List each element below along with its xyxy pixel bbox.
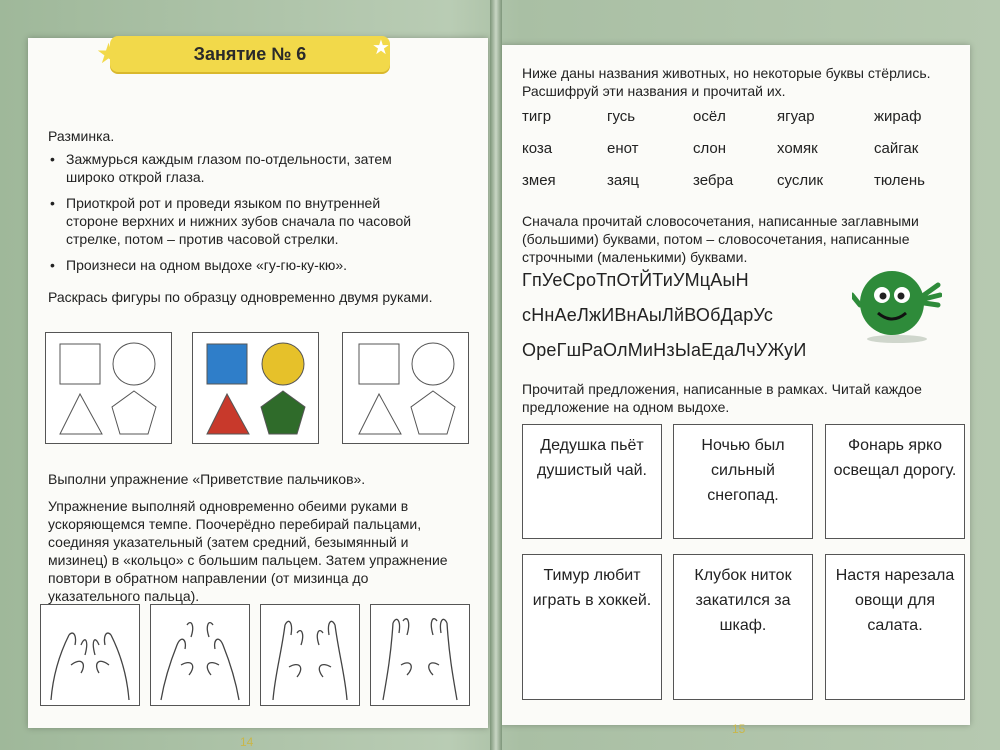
animal-word: хомяк bbox=[777, 140, 818, 157]
hand-illustration bbox=[260, 604, 360, 706]
animal-word: змея bbox=[522, 172, 556, 189]
animal-word: заяц bbox=[607, 172, 639, 189]
sentence-box: Тимур любит играть в хоккей. bbox=[522, 554, 662, 700]
animal-word: жираф bbox=[874, 108, 922, 125]
square-filled bbox=[207, 344, 247, 384]
animal-word: тигр bbox=[522, 108, 552, 125]
hand-illustration bbox=[370, 604, 470, 706]
warmup-title: Разминка. bbox=[48, 128, 115, 144]
outline-shapes bbox=[343, 333, 468, 443]
animal-word: гусь bbox=[607, 108, 636, 125]
shape-box-outline bbox=[45, 332, 172, 444]
page-number-left: 14 bbox=[240, 735, 254, 749]
hands-icon bbox=[151, 605, 249, 705]
hand-illustration bbox=[40, 604, 140, 706]
smiley-ball-icon bbox=[852, 265, 942, 345]
page-number-right: 15 bbox=[732, 722, 746, 736]
sentence-box: Клубок ниток закатился за шкаф. bbox=[673, 554, 813, 700]
warmup-item: • Произнеси на одном выдохе «гу-гю-ку-кю». bbox=[48, 256, 428, 274]
square-outline bbox=[60, 344, 100, 384]
shape-box-sample bbox=[192, 332, 319, 444]
hands-icon bbox=[261, 605, 359, 705]
hand-illustration bbox=[150, 604, 250, 706]
animal-word: слон bbox=[693, 140, 727, 157]
exercise-text: Упражнение выполняй одновременно обеими руками в ускоряющемся темпе. Поочерёдно перебирай пальцами, соединяя указательный (затем средний, безымянный и мизинец) в «кольцо» с большим пальцем. Затем упражнение повтори в обратном направлении (от мизинца до указательного пальца). bbox=[48, 498, 448, 604]
hands-icon bbox=[371, 605, 469, 705]
warmup-item: • Зажмурься каждым глазом по-отдельности, затем широко открой глаза. bbox=[48, 150, 428, 186]
circle-outline bbox=[113, 343, 155, 385]
color-task: Раскрась фигуры по образцу одновременно двумя руками. bbox=[48, 289, 433, 305]
outline-shapes bbox=[46, 333, 171, 443]
exercise-title: Выполни упражнение «Приветствие пальчиков». bbox=[48, 471, 366, 487]
caps-line: сНнАеЛжИВнАыЛйВОбДарУс bbox=[522, 305, 774, 325]
animal-word: суслик bbox=[777, 172, 824, 189]
warmup-list bbox=[48, 150, 428, 282]
pentagon-outline bbox=[112, 391, 156, 434]
caps-task: Сначала прочитай словосочетания, написанные заглавными (большими) буквами, потом – словосочетания, написанные строчными (маленькими) буквами. bbox=[522, 213, 919, 265]
mascot-illustration bbox=[852, 265, 942, 345]
caps-line: ГпУеСроТпОтЙТиУМцАыН bbox=[522, 270, 749, 290]
circle-filled bbox=[262, 343, 304, 385]
sentence-box: Ночью был сильный снегопад. bbox=[673, 424, 813, 539]
sentence-box: Дедушка пьёт душистый чай. bbox=[522, 424, 662, 539]
animal-word: енот bbox=[607, 140, 639, 157]
star-icon: ★ bbox=[372, 37, 390, 59]
animal-word: коза bbox=[522, 140, 553, 157]
warmup-item: • Приоткрой рот и проведи языком по внутренней стороне верхних и нижних зубов сначала по часовой стрелке, потом – против часовой стрелки. bbox=[48, 194, 428, 248]
sentences-task: Прочитай предложения, написанные в рамках. Читай каждое предложение на одном выдохе. bbox=[522, 381, 922, 415]
triangle-outline bbox=[60, 394, 102, 434]
animal-word: сайгак bbox=[874, 140, 919, 157]
square-outline bbox=[359, 344, 399, 384]
hands-icon bbox=[41, 605, 139, 705]
triangle-filled bbox=[207, 394, 249, 434]
animal-word: тюлень bbox=[874, 172, 925, 189]
sentence-box: Фонарь ярко освещал дорогу. bbox=[825, 424, 965, 539]
shape-box-outline bbox=[342, 332, 469, 444]
star-icon: ★ bbox=[96, 38, 122, 69]
animal-word: зебра bbox=[693, 172, 734, 189]
colored-shapes bbox=[193, 333, 318, 443]
animal-word: ягуар bbox=[777, 108, 815, 125]
triangle-outline bbox=[359, 394, 401, 434]
sentence-box: Настя нарезала овощи для салата. bbox=[825, 554, 965, 700]
lesson-title: Занятие № 6 bbox=[193, 44, 307, 64]
animals-task: Ниже даны названия животных, но некоторые буквы стёрлись. Расшифруй эти названия и прочитай их. bbox=[522, 65, 931, 99]
pentagon-outline bbox=[411, 391, 455, 434]
animal-word: осёл bbox=[693, 108, 726, 125]
circle-outline bbox=[412, 343, 454, 385]
caps-line: ОреГшРаОлМиНзЫаЕдаЛчУЖуИ bbox=[522, 340, 807, 360]
book-gutter bbox=[490, 0, 502, 750]
lesson-banner bbox=[88, 30, 398, 78]
pentagon-filled bbox=[261, 391, 305, 434]
